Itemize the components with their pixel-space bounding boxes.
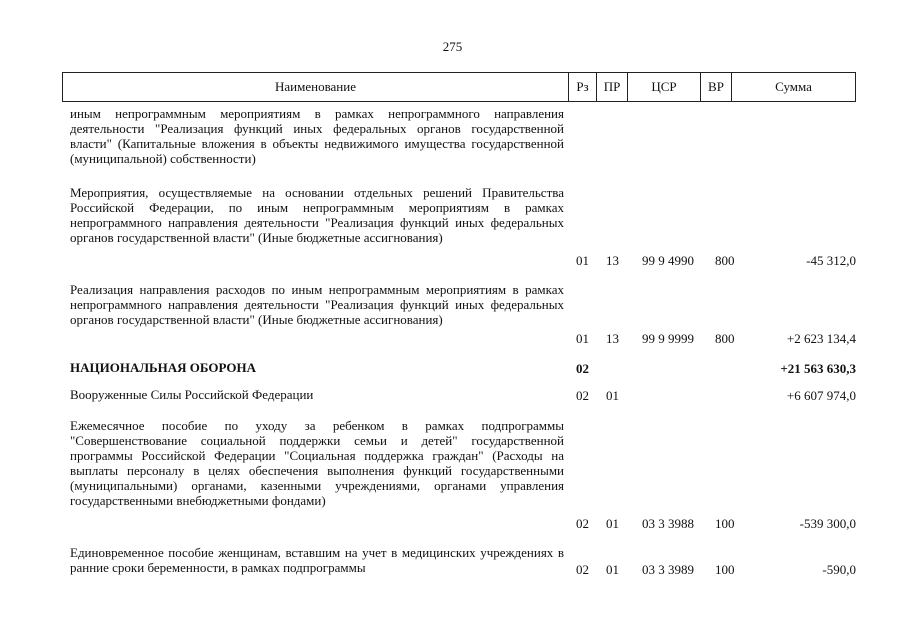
header-sum: Сумма — [775, 79, 812, 94]
row-vr: 800 — [715, 253, 735, 268]
table-row — [70, 387, 856, 403]
row-sum: -590,0 — [822, 562, 856, 577]
row-pr: 01 — [606, 562, 619, 577]
row-codes — [70, 388, 856, 403]
row-rz: 02 — [576, 562, 589, 577]
header-csr: ЦСР — [628, 73, 701, 101]
row-codes — [70, 331, 856, 346]
table-row — [70, 545, 856, 577]
header-vr: ВР — [701, 73, 732, 101]
row-sum: +21 563 630,3 — [780, 361, 856, 376]
row-description: Мероприятия, осуществляемые на основании отдельных решений Правительства Российской Федерации, по иным непрограммным мероприятиям в рамках непрограммного направления деятельности "Реализация функций иных федеральных органов государственной власти" (Иные бюджетные ассигнования) — [70, 185, 564, 245]
row-csr: 03 3 3989 — [642, 562, 694, 577]
table-row — [70, 360, 856, 376]
header-pr: ПР — [597, 73, 628, 101]
table-header — [62, 72, 856, 102]
row-csr: 03 3 3988 — [642, 516, 694, 531]
row-vr: 100 — [715, 562, 735, 577]
row-rz: 01 — [576, 253, 589, 268]
row-sum: +6 607 974,0 — [786, 388, 856, 403]
row-pr: 13 — [606, 253, 619, 268]
row-pr: 01 — [606, 388, 619, 403]
row-pr: 13 — [606, 331, 619, 346]
row-rz: 02 — [576, 516, 589, 531]
row-description: Реализация направления расходов по иным непрограммным мероприятиям в рамках непрограммного направления деятельности "Реализация функций иных федеральных органов государственной власти" (Иные бюджетные ассигнования) — [70, 282, 564, 327]
row-sum: +2 623 134,4 — [786, 331, 856, 346]
row-rz: 01 — [576, 331, 589, 346]
row-vr: 800 — [715, 331, 735, 346]
row-description: Вооруженные Силы Российской Федерации — [70, 387, 314, 402]
row-sum: -45 312,0 — [806, 253, 856, 268]
row-csr: 99 9 4990 — [642, 253, 694, 268]
row-rz: 02 — [576, 388, 589, 403]
row-description: иным непрограммным мероприятиям в рамках непрограммного направления деятельности "Реализация функций иных федеральных органов государственной власти" (Капитальные вложения в объекты недвижимого имущества государственной (муниципальной) собственности) — [70, 106, 564, 166]
header-name: Наименование — [63, 73, 569, 101]
table-row — [70, 418, 856, 531]
row-codes — [70, 516, 856, 531]
row-csr: 99 9 9999 — [642, 331, 694, 346]
row-codes — [70, 253, 856, 268]
row-description: Ежемесячное пособие по уходу за ребенком в рамках подпрограммы "Совершенствование социальной поддержки семьи и детей" государственной программы Российской Федерации "Социальная поддержка граждан" (Расходы на выплаты персоналу в целях обеспечения выполнения функций государственными (муниципальными) органами, казенными учреждениями, органами управления государственными внебюджетными фондами) — [70, 418, 564, 508]
header-rz: Рз — [569, 73, 597, 101]
row-codes — [70, 361, 856, 376]
row-description: Единовременное пособие женщинам, вставшим на учет в медицинских учреждениях в ранние сроки беременности, в рамках подпрограммы — [70, 545, 564, 575]
page-number: 275 — [442, 39, 463, 54]
row-sum: -539 300,0 — [799, 516, 856, 531]
section-title: НАЦИОНАЛЬНАЯ ОБОРОНА — [70, 360, 256, 375]
row-pr: 01 — [606, 516, 619, 531]
row-codes — [70, 562, 856, 577]
table-row — [70, 106, 856, 166]
table-row — [70, 185, 856, 268]
row-rz: 02 — [576, 361, 589, 376]
row-vr: 100 — [715, 516, 735, 531]
table-row — [70, 282, 856, 346]
